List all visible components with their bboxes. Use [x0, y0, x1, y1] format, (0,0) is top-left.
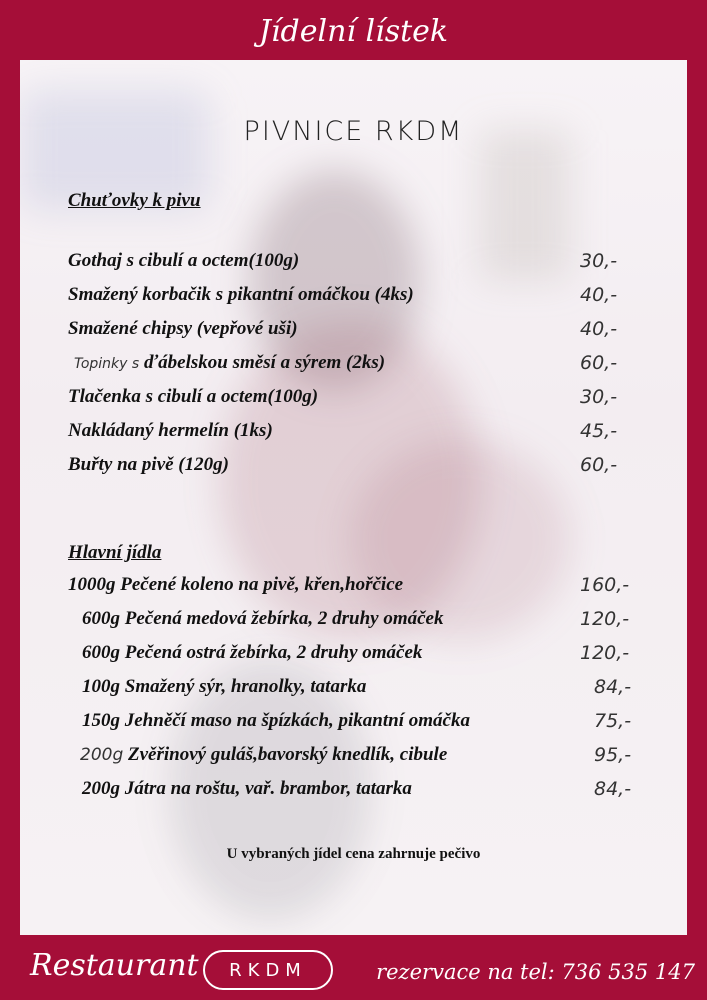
menu-item — [20, 250, 687, 284]
rkdm-logo: RKDM — [203, 950, 333, 990]
item-name: Buřty na pivě (120g) — [68, 454, 229, 475]
menu-item — [20, 284, 687, 318]
item-name: Tlačenka s cibulí a octem(100g) — [68, 386, 319, 407]
menu-item — [20, 454, 687, 488]
item-name: Smažený korbačik s pikantní omáčkou (4ks) — [68, 284, 414, 305]
item-price: 75,- — [594, 710, 632, 732]
item-name: 200g Játra na roštu, vař. brambor, tatarka — [82, 778, 412, 799]
item-name-prefix: Topinky s — [74, 356, 140, 372]
menu-item — [20, 420, 687, 454]
header-title: Jídelní lístek — [258, 14, 449, 49]
pub-title: PIVNICE RKDM — [243, 116, 464, 147]
item-name: 150g Jehněčí maso na špízkách, pikantní omáčka — [82, 710, 470, 731]
bread-note: U vybraných jídel cena zahrnuje pečivo — [226, 846, 481, 862]
item-name-main: ďábelskou směsí a sýrem (2ks) — [143, 352, 386, 373]
menu-item — [20, 778, 687, 812]
item-name — [74, 352, 385, 374]
item-price: 30,- — [580, 386, 618, 408]
item-price: 40,- — [580, 318, 618, 340]
menu-item — [20, 710, 687, 744]
menu-item — [20, 744, 687, 778]
item-price: 84,- — [594, 778, 632, 800]
item-name: Smažené chipsy (vepřové uši) — [68, 318, 298, 339]
menu-content — [20, 60, 687, 935]
item-name: 600g Pečená medová žebírka, 2 druhy omáček — [82, 608, 444, 629]
menu-item — [20, 574, 687, 608]
item-name: Gothaj s cibulí a octem(100g) — [68, 250, 300, 271]
item-price: 60,- — [580, 352, 618, 374]
restaurant-label: Restaurant — [30, 948, 199, 983]
item-price: 84,- — [594, 676, 632, 698]
item-price: 120,- — [580, 642, 630, 664]
item-price: 120,- — [580, 608, 630, 630]
item-price: 30,- — [580, 250, 618, 272]
item-name-prefix: 200g — [80, 745, 124, 765]
menu-item — [20, 318, 687, 352]
item-name: 100g Smažený sýr, hranolky, tatarka — [82, 676, 367, 697]
item-price: 60,- — [580, 454, 618, 476]
section-title-snacks: Chuťovky k pivu — [68, 190, 201, 211]
section-title-mains: Hlavní jídla — [68, 542, 162, 563]
item-price: 95,- — [594, 744, 632, 766]
item-price: 45,- — [580, 420, 618, 442]
item-price: 160,- — [580, 574, 630, 596]
item-name: 600g Pečená ostrá žebírka, 2 druhy omáček — [82, 642, 423, 663]
menu-item — [20, 642, 687, 676]
item-name — [80, 744, 447, 766]
menu-item — [20, 352, 687, 386]
item-price: 40,- — [580, 284, 618, 306]
item-name: 1000g Pečené koleno na pivě, křen,hořčice — [68, 574, 404, 595]
item-name: Nakládaný hermelín (1ks) — [68, 420, 273, 441]
menu-item — [20, 676, 687, 710]
menu-item — [20, 386, 687, 420]
item-name-main: Zvěřinový guláš,bavorský knedlík, cibule — [128, 744, 448, 765]
reservation-phone: rezervace na tel: 736 535 147 — [376, 960, 695, 984]
menu-item — [20, 608, 687, 642]
